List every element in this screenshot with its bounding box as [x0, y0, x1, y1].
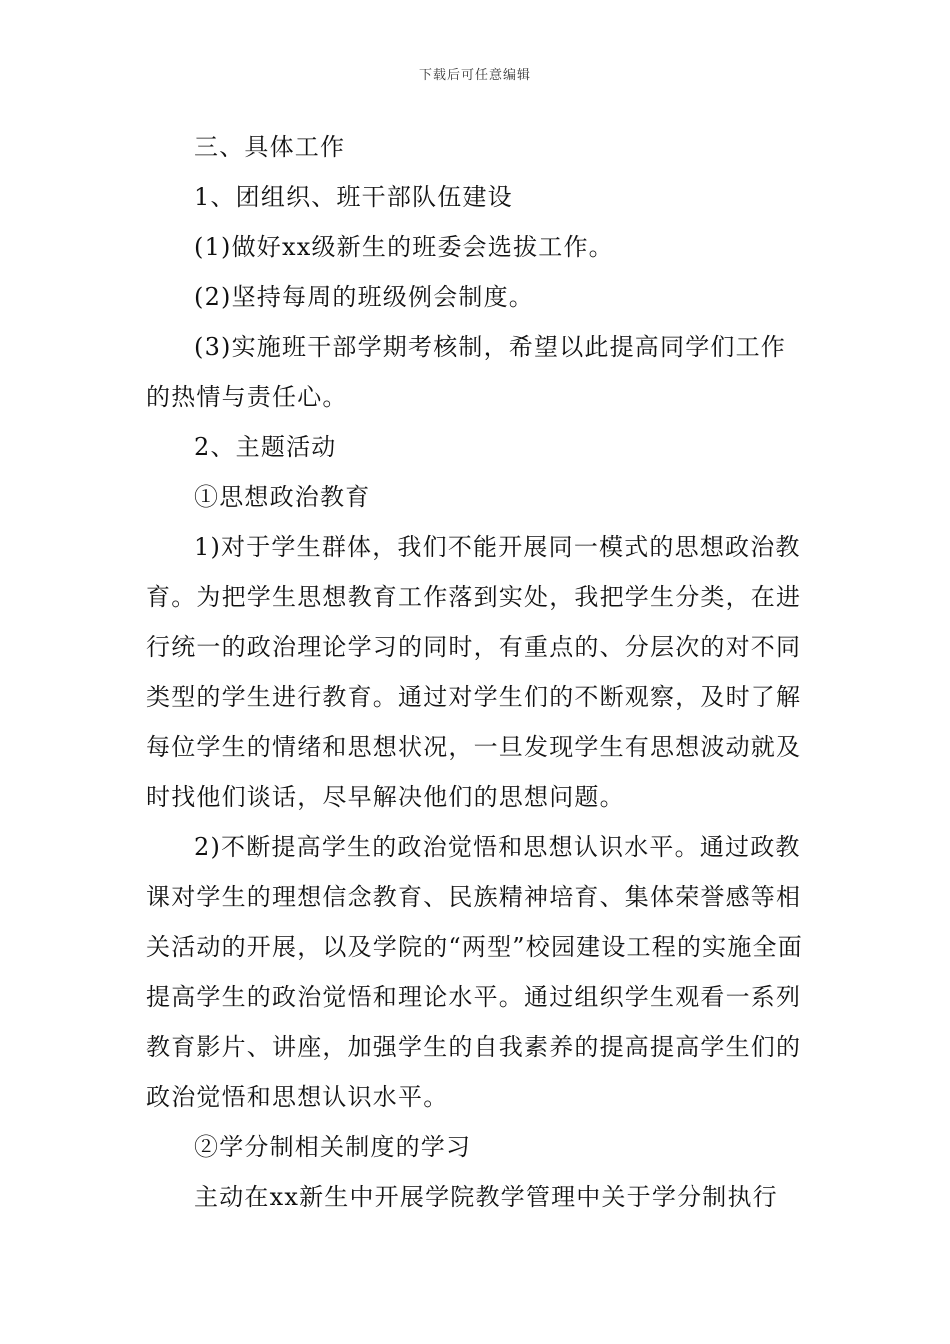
body-paragraph: 1)对于学生群体，我们不能开展同一模式的思想政治教育。为把学生思想教育工作落到实处，我把学生分类，在进行统一的政治理论学习的同时，有重点的、分层次的对不同类型的学生进行教育。通过对学生们的不断观察，及时了解每位学生的情绪和思想状况，一旦发现学生有思想波动就及时找他们谈话，尽早解决他们的思想问题。	[146, 533, 802, 811]
subsection-heading: 2、主题活动	[194, 433, 337, 461]
subsection-heading: 1、团组织、班干部队伍建设	[194, 183, 513, 211]
body-paragraph: 2)不断提高学生的政治觉悟和思想认识水平。通过政教课对学生的理想信念教育、民族精神培育、集体荣誉感等相关活动的开展，以及学院的“两型”校园建设工程的实施全面提高学生的政治觉悟和理论水平。通过组织学生观看一系列教育影片、讲座，加强学生的自我素养的提高提高学生们的政治觉悟和思想认识水平。	[146, 833, 803, 1111]
section-heading: 三、具体工作	[194, 133, 346, 161]
list-item: (3)实施班干部学期考核制，希望以此提高同学们工作的热情与责任心。	[146, 333, 786, 411]
topic-heading: ②学分制相关制度的学习	[194, 1133, 472, 1161]
topic-heading: ①思想政治教育	[194, 483, 371, 511]
body-paragraph: 主动在xx新生中开展学院教学管理中关于学分制执行	[194, 1183, 778, 1211]
page-header: 下载后可任意编辑	[418, 68, 531, 83]
document-body	[146, 122, 810, 1222]
list-item: (2)坚持每周的班级例会制度。	[194, 283, 534, 311]
list-item: (1)做好xx级新生的班委会选拔工作。	[194, 233, 614, 261]
